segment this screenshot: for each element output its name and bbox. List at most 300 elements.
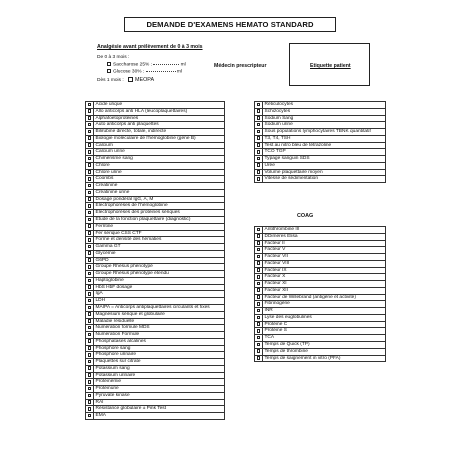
coag-item-label: Facteur V: [263, 247, 386, 254]
exam-item-checkbox[interactable]: [88, 407, 92, 411]
exam-item-checkbox-cell[interactable]: [86, 271, 94, 278]
page-title: DEMANDE D'EXAMENS HEMATO STANDARD: [124, 17, 336, 32]
exam-item-checkbox[interactable]: [88, 177, 92, 181]
exam-item-checkbox[interactable]: [88, 360, 92, 364]
coag-item-checkbox[interactable]: [257, 349, 261, 353]
exam-item-checkbox-cell[interactable]: [86, 325, 94, 332]
exam-item-label: Sodium Sang: [263, 115, 386, 122]
exam-item-row: [255, 122, 386, 129]
exam-item-checkbox[interactable]: [257, 103, 261, 107]
coag-item-checkbox[interactable]: [257, 309, 261, 313]
exam-item-row: [86, 311, 225, 318]
exam-item-label: Calcium: [94, 142, 225, 149]
saccharose-volume-field[interactable]: [153, 64, 179, 65]
coag-item-checkbox[interactable]: [257, 322, 261, 326]
coag-item-row: [255, 342, 386, 349]
coag-item-checkbox[interactable]: [257, 255, 261, 259]
exam-item-checkbox[interactable]: [88, 272, 92, 276]
exam-item-checkbox[interactable]: [88, 163, 92, 167]
exam-item-checkbox-cell[interactable]: [86, 365, 94, 372]
exam-item-checkbox[interactable]: [88, 265, 92, 269]
exam-item-checkbox-cell[interactable]: [86, 311, 94, 318]
exam-item-row: [86, 250, 225, 257]
exam-item-label: Créatinine: [94, 183, 225, 190]
exam-item-checkbox[interactable]: [88, 116, 92, 120]
exam-item-checkbox-cell[interactable]: [255, 102, 263, 109]
exam-item-row: [86, 115, 225, 122]
exam-item-label: MAIPA = Anticorps antiplaquettaires circulants et fixes: [94, 304, 225, 311]
exam-item-label: Réticulocytes: [263, 102, 386, 109]
coag-item-checkbox[interactable]: [257, 336, 261, 340]
exam-item-checkbox[interactable]: [257, 157, 261, 161]
exam-item-row: [86, 156, 225, 163]
coag-item-checkbox[interactable]: [257, 295, 261, 299]
coag-item-checkbox[interactable]: [257, 275, 261, 279]
exam-item-checkbox-cell[interactable]: [86, 332, 94, 339]
exam-item-checkbox-cell[interactable]: [86, 277, 94, 284]
exam-item-row: [255, 142, 386, 149]
exam-item-checkbox-cell[interactable]: [255, 108, 263, 115]
exam-item-row: [86, 142, 225, 149]
exam-item-checkbox[interactable]: [88, 380, 92, 384]
meopa-age-label: Dès 1 mois :: [97, 78, 124, 83]
exam-item-checkbox[interactable]: [88, 400, 92, 404]
exam-item-row: [86, 108, 225, 115]
exam-item-label: Groupe Rhésus phénotype étendu: [94, 271, 225, 278]
exam-item-checkbox[interactable]: [88, 346, 92, 350]
exam-item-checkbox[interactable]: [257, 170, 261, 174]
exam-item-label: HbS HbF dosage: [94, 284, 225, 291]
exam-item-row: [86, 345, 225, 352]
exam-item-checkbox[interactable]: [88, 312, 92, 316]
coag-item-checkbox-cell[interactable]: [255, 233, 263, 240]
exam-item-checkbox-cell[interactable]: [86, 108, 94, 115]
exam-item-row: [86, 135, 225, 142]
exam-item-checkbox-cell[interactable]: [86, 399, 94, 406]
coag-item-label: Facteur II: [263, 240, 386, 247]
exam-item-label: Protéinurie: [94, 386, 225, 393]
coag-item-label: Temps de Quick (TP): [263, 342, 386, 349]
coag-item-row: [255, 321, 386, 328]
exam-item-checkbox[interactable]: [88, 143, 92, 147]
right-exam-table: [254, 101, 386, 183]
exam-item-row: [255, 102, 386, 109]
coag-item-checkbox[interactable]: [257, 282, 261, 286]
exam-item-checkbox-cell[interactable]: [86, 129, 94, 136]
meopa-row: [97, 77, 154, 84]
coag-item-row: [255, 227, 386, 234]
exam-item-label: Etude de la fonction plaquettaire (diagnostic): [94, 217, 225, 224]
exam-item-row: [86, 352, 225, 359]
exam-item-row: [86, 325, 225, 332]
exam-item-checkbox[interactable]: [88, 333, 92, 337]
coag-item-checkbox-cell[interactable]: [255, 328, 263, 335]
coag-item-checkbox-cell[interactable]: [255, 254, 263, 261]
exam-item-label: Chlore: [94, 162, 225, 169]
exam-item-label: Urée: [263, 162, 386, 169]
exam-item-row: [86, 379, 225, 386]
exam-item-label: Coombs: [94, 176, 225, 183]
exam-item-checkbox-cell[interactable]: [255, 115, 263, 122]
exam-item-label: Phosphatases alcalines: [94, 338, 225, 345]
exam-item-label: T3, T4, TSH: [263, 135, 386, 142]
exam-item-checkbox-cell[interactable]: [86, 237, 94, 244]
coag-item-label: DDimères Elisa: [263, 233, 386, 240]
exam-item-checkbox-cell[interactable]: [86, 210, 94, 217]
exam-item-row: [255, 129, 386, 136]
exam-item-row: [86, 264, 225, 271]
coag-item-checkbox[interactable]: [257, 228, 261, 232]
exam-item-checkbox[interactable]: [88, 204, 92, 208]
exam-item-label: Bilirubine directe, totale, indirecte: [94, 129, 225, 136]
coag-item-checkbox[interactable]: [257, 261, 261, 265]
exam-item-checkbox[interactable]: [88, 258, 92, 262]
exam-item-checkbox-cell[interactable]: [86, 102, 94, 109]
exam-item-checkbox[interactable]: [88, 238, 92, 242]
exam-item-label: Plaquettes sur citrate: [94, 359, 225, 366]
coag-item-checkbox-cell[interactable]: [255, 267, 263, 274]
coag-item-row: [255, 281, 386, 288]
exam-item-label: EMA: [94, 413, 225, 420]
meopa-label: MEOPA: [135, 77, 155, 83]
coag-item-row: [255, 294, 386, 301]
exam-item-checkbox-cell[interactable]: [86, 189, 94, 196]
exam-item-checkbox[interactable]: [257, 130, 261, 134]
coag-item-label: Facteur VIII: [263, 260, 386, 267]
exam-item-checkbox-cell[interactable]: [86, 264, 94, 271]
saccharose-row: [107, 62, 186, 68]
coag-item-checkbox-cell[interactable]: [255, 247, 263, 254]
coag-item-checkbox[interactable]: [257, 329, 261, 333]
exam-item-checkbox[interactable]: [257, 177, 261, 181]
exam-item-checkbox[interactable]: [88, 373, 92, 377]
exam-item-label: Pyruvate kinase: [94, 392, 225, 399]
exam-item-row: [255, 135, 386, 142]
exam-item-checkbox[interactable]: [88, 279, 92, 283]
coag-item-checkbox-cell[interactable]: [255, 355, 263, 362]
exam-item-row: [86, 230, 225, 237]
exam-item-checkbox-cell[interactable]: [86, 169, 94, 176]
exam-item-checkbox[interactable]: [88, 326, 92, 330]
exam-item-checkbox[interactable]: [88, 387, 92, 391]
exam-item-row: [86, 359, 225, 366]
coag-item-label: Facteur XII: [263, 287, 386, 294]
exam-item-checkbox-cell[interactable]: [86, 318, 94, 325]
exam-item-checkbox-cell[interactable]: [86, 413, 94, 420]
exam-item-checkbox-cell[interactable]: [86, 304, 94, 311]
exam-item-checkbox-cell[interactable]: [255, 162, 263, 169]
exam-item-row: [86, 372, 225, 379]
exam-item-checkbox[interactable]: [88, 299, 92, 303]
coag-item-row: [255, 240, 386, 247]
exam-item-checkbox[interactable]: [88, 285, 92, 289]
exam-item-checkbox-cell[interactable]: [86, 244, 94, 251]
exam-item-label: Biologie moléculaire de l'hémoglobine (gène B): [94, 135, 225, 142]
exam-item-checkbox-cell[interactable]: [86, 162, 94, 169]
exam-item-checkbox-cell[interactable]: [86, 135, 94, 142]
exam-item-row: [255, 108, 386, 115]
exam-item-checkbox[interactable]: [88, 394, 92, 398]
coag-item-label: TCA: [263, 335, 386, 342]
exam-item-label: Acide urique: [94, 102, 225, 109]
exam-item-checkbox[interactable]: [88, 150, 92, 154]
exam-item-checkbox-cell[interactable]: [86, 149, 94, 156]
coag-item-checkbox-cell[interactable]: [255, 348, 263, 355]
exam-item-checkbox-cell[interactable]: [86, 122, 94, 129]
exam-item-row: [86, 176, 225, 183]
exam-item-checkbox[interactable]: [88, 353, 92, 357]
coag-item-checkbox-cell[interactable]: [255, 342, 263, 349]
exam-item-checkbox[interactable]: [257, 143, 261, 147]
exam-item-label: Test au nitro bleu de tétrazoline: [263, 142, 386, 149]
exam-item-checkbox[interactable]: [257, 136, 261, 140]
exam-item-row: [86, 386, 225, 393]
exam-item-row: [86, 338, 225, 345]
exam-item-checkbox-cell[interactable]: [86, 142, 94, 149]
exam-item-checkbox[interactable]: [88, 157, 92, 161]
exam-item-checkbox-cell[interactable]: [86, 250, 94, 257]
saccharose-label: Saccharose 25% :: [113, 62, 152, 68]
exam-item-row: [86, 183, 225, 190]
exam-item-label: G6PD: [94, 257, 225, 264]
exam-item-label: Sous populations lymphocytaires TBNK quantitatif: [263, 129, 386, 136]
exam-item-checkbox-cell[interactable]: [255, 176, 263, 183]
coag-item-label: Protéine C: [263, 321, 386, 328]
exam-item-checkbox-cell[interactable]: [255, 129, 263, 136]
coag-item-checkbox[interactable]: [257, 288, 261, 292]
coag-item-checkbox[interactable]: [257, 316, 261, 320]
saccharose-checkbox[interactable]: [107, 62, 111, 66]
exam-item-checkbox[interactable]: [88, 245, 92, 249]
coag-item-label: Facteur IX: [263, 267, 386, 274]
exam-item-checkbox-cell[interactable]: [86, 156, 94, 163]
coag-item-label: Facteur XI: [263, 281, 386, 288]
exam-item-checkbox-cell[interactable]: [255, 169, 263, 176]
exam-item-checkbox-cell[interactable]: [86, 115, 94, 122]
glucose-row: [107, 69, 182, 75]
exam-item-row: [86, 223, 225, 230]
coag-item-row: [255, 301, 386, 308]
coag-item-label: Fibrinogène: [263, 301, 386, 308]
coag-item-checkbox-cell[interactable]: [255, 260, 263, 267]
patient-label-caption: Etiquette patient: [310, 63, 351, 69]
exam-item-checkbox[interactable]: [88, 184, 92, 188]
exam-item-checkbox-cell[interactable]: [86, 291, 94, 298]
exam-item-label: Alphafoetoprotéines: [94, 115, 225, 122]
coag-item-row: [255, 233, 386, 240]
exam-item-checkbox-cell[interactable]: [255, 135, 263, 142]
exam-item-checkbox[interactable]: [88, 306, 92, 310]
coag-item-row: [255, 254, 386, 261]
exam-item-label: Electrophorèses des protéines sériques: [94, 210, 225, 217]
exam-item-row: [86, 237, 225, 244]
coag-item-checkbox-cell[interactable]: [255, 240, 263, 247]
exam-item-checkbox-cell[interactable]: [255, 149, 263, 156]
coag-item-checkbox-cell[interactable]: [255, 314, 263, 321]
exam-item-row: [86, 298, 225, 305]
exam-item-row: [86, 129, 225, 136]
coag-item-checkbox[interactable]: [257, 356, 261, 360]
exam-item-checkbox[interactable]: [88, 130, 92, 134]
exam-item-row: [86, 413, 225, 420]
analgesie-title: Analgésie avant prélèvement de 0 à 3 mois: [97, 44, 203, 50]
exam-item-row: [86, 271, 225, 278]
exam-item-label: Volume plaquettaire moyen: [263, 169, 386, 176]
exam-item-checkbox-cell[interactable]: [86, 176, 94, 183]
exam-item-row: [86, 318, 225, 325]
coag-item-checkbox-cell[interactable]: [255, 321, 263, 328]
exam-item-row: [255, 169, 386, 176]
exam-item-label: Chlore urine: [94, 169, 225, 176]
exam-item-row: [86, 162, 225, 169]
exam-item-checkbox-cell[interactable]: [86, 298, 94, 305]
exam-item-checkbox-cell[interactable]: [86, 372, 94, 379]
exam-item-checkbox-cell[interactable]: [86, 392, 94, 399]
exam-item-checkbox[interactable]: [88, 170, 92, 174]
coag-item-row: [255, 267, 386, 274]
exam-item-label: Phosphore sang: [94, 345, 225, 352]
exam-item-checkbox[interactable]: [88, 251, 92, 255]
exam-item-checkbox-cell[interactable]: [86, 223, 94, 230]
exam-item-row: [86, 169, 225, 176]
exam-item-row: [86, 217, 225, 224]
exam-item-row: [86, 399, 225, 406]
exam-item-checkbox-cell[interactable]: [86, 338, 94, 345]
coag-item-checkbox-cell[interactable]: [255, 227, 263, 234]
exam-item-label: Chimérisme sang: [94, 156, 225, 163]
exam-item-row: [86, 392, 225, 399]
exam-item-checkbox-cell[interactable]: [86, 284, 94, 291]
exam-item-checkbox[interactable]: [88, 339, 92, 343]
exam-item-row: [86, 332, 225, 339]
exam-item-checkbox[interactable]: [88, 319, 92, 323]
exam-item-row: [86, 284, 225, 291]
coag-item-checkbox-cell[interactable]: [255, 281, 263, 288]
exam-item-row: [86, 365, 225, 372]
exam-item-label: Allo anticorps anti HLA (leucoplaquettaires): [94, 108, 225, 115]
exam-item-row: [86, 149, 225, 156]
exam-item-row: [86, 102, 225, 109]
coag-item-checkbox-cell[interactable]: [255, 294, 263, 301]
exam-item-checkbox-cell[interactable]: [86, 345, 94, 352]
glucose-checkbox[interactable]: [107, 69, 111, 73]
glucose-volume-field[interactable]: [146, 71, 176, 72]
coag-item-label: Facteur X: [263, 274, 386, 281]
coag-item-row: [255, 348, 386, 355]
coag-item-checkbox[interactable]: [257, 248, 261, 252]
exam-item-checkbox-cell[interactable]: [86, 406, 94, 413]
exam-item-checkbox[interactable]: [257, 163, 261, 167]
exam-item-checkbox[interactable]: [88, 414, 92, 418]
exam-item-label: Haptoglobine: [94, 277, 225, 284]
exam-item-checkbox-cell[interactable]: [86, 203, 94, 210]
exam-item-row: [255, 149, 386, 156]
exam-item-row: [86, 196, 225, 203]
coag-item-checkbox-cell[interactable]: [255, 301, 263, 308]
coag-item-checkbox-cell[interactable]: [255, 274, 263, 281]
exam-item-checkbox-cell[interactable]: [86, 196, 94, 203]
exam-item-checkbox[interactable]: [88, 224, 92, 228]
exam-item-label: Vitesse de sédimentation: [263, 176, 386, 183]
exam-item-label: Numération Formule: [94, 332, 225, 339]
exam-item-checkbox[interactable]: [88, 218, 92, 222]
exam-item-checkbox[interactable]: [88, 123, 92, 127]
exam-item-label: Numération formule MDS: [94, 325, 225, 332]
exam-item-label: Schizocytes: [263, 108, 386, 115]
exam-item-label: Potassium urinaire: [94, 372, 225, 379]
coag-section-title: COAG: [297, 213, 314, 219]
exam-item-row: [86, 257, 225, 264]
exam-item-label: Créatinine urine: [94, 189, 225, 196]
coag-item-checkbox-cell[interactable]: [255, 287, 263, 294]
coag-item-row: [255, 328, 386, 335]
exam-item-checkbox[interactable]: [88, 292, 92, 296]
exam-item-checkbox-cell[interactable]: [255, 156, 263, 163]
exam-item-checkbox-cell[interactable]: [86, 359, 94, 366]
coag-item-checkbox[interactable]: [257, 241, 261, 245]
exam-item-label: Glycémie: [94, 250, 225, 257]
meopa-checkbox[interactable]: [128, 77, 133, 82]
coag-item-label: Antithrombine III: [263, 227, 386, 234]
glucose-label: Glucose 30% :: [113, 69, 145, 75]
exam-item-checkbox[interactable]: [88, 211, 92, 215]
exam-item-checkbox[interactable]: [88, 191, 92, 195]
coag-item-row: [255, 247, 386, 254]
exam-item-label: Calcium urine: [94, 149, 225, 156]
coag-item-row: [255, 335, 386, 342]
exam-item-label: Maladie résiduelle: [94, 318, 225, 325]
exam-item-checkbox[interactable]: [88, 231, 92, 235]
exam-item-label: LDH: [94, 298, 225, 305]
coag-item-checkbox[interactable]: [257, 302, 261, 306]
exam-item-checkbox[interactable]: [88, 366, 92, 370]
exam-item-checkbox-cell[interactable]: [86, 257, 94, 264]
exam-item-row: [86, 122, 225, 129]
coag-item-row: [255, 287, 386, 294]
exam-item-label: IgA: [94, 291, 225, 298]
exam-item-checkbox-cell[interactable]: [86, 386, 94, 393]
exam-item-checkbox-cell[interactable]: [255, 122, 263, 129]
exam-item-checkbox[interactable]: [88, 197, 92, 201]
exam-item-row: [86, 304, 225, 311]
coag-item-checkbox[interactable]: [257, 343, 261, 347]
coag-item-checkbox-cell[interactable]: [255, 308, 263, 315]
exam-item-checkbox-cell[interactable]: [86, 217, 94, 224]
exam-item-label: Auto anticorps anti plaquettes: [94, 122, 225, 129]
coag-item-checkbox[interactable]: [257, 234, 261, 238]
exam-item-label: Protéinémie: [94, 379, 225, 386]
exam-item-checkbox[interactable]: [88, 109, 92, 113]
exam-item-label: Fer sérique CSS CTF: [94, 230, 225, 237]
exam-item-checkbox[interactable]: [257, 150, 261, 154]
coag-item-checkbox-cell[interactable]: [255, 335, 263, 342]
exam-item-label: Electrophorèses de l'hémoglobine: [94, 203, 225, 210]
exam-item-checkbox[interactable]: [88, 136, 92, 140]
exam-item-label: Magnésium sérique et globulaire: [94, 311, 225, 318]
exam-item-checkbox-cell[interactable]: [86, 183, 94, 190]
exam-item-checkbox[interactable]: [88, 103, 92, 107]
coag-item-checkbox[interactable]: [257, 268, 261, 272]
exam-item-checkbox-cell[interactable]: [255, 142, 263, 149]
exam-item-row: [255, 115, 386, 122]
exam-item-checkbox-cell[interactable]: [86, 379, 94, 386]
exam-item-checkbox[interactable]: [257, 116, 261, 120]
exam-item-checkbox-cell[interactable]: [86, 352, 94, 359]
exam-item-label: Résistance globulaire ± Pink Test: [94, 406, 225, 413]
exam-item-checkbox[interactable]: [257, 123, 261, 127]
exam-item-checkbox-cell[interactable]: [86, 230, 94, 237]
exam-item-checkbox[interactable]: [257, 109, 261, 113]
